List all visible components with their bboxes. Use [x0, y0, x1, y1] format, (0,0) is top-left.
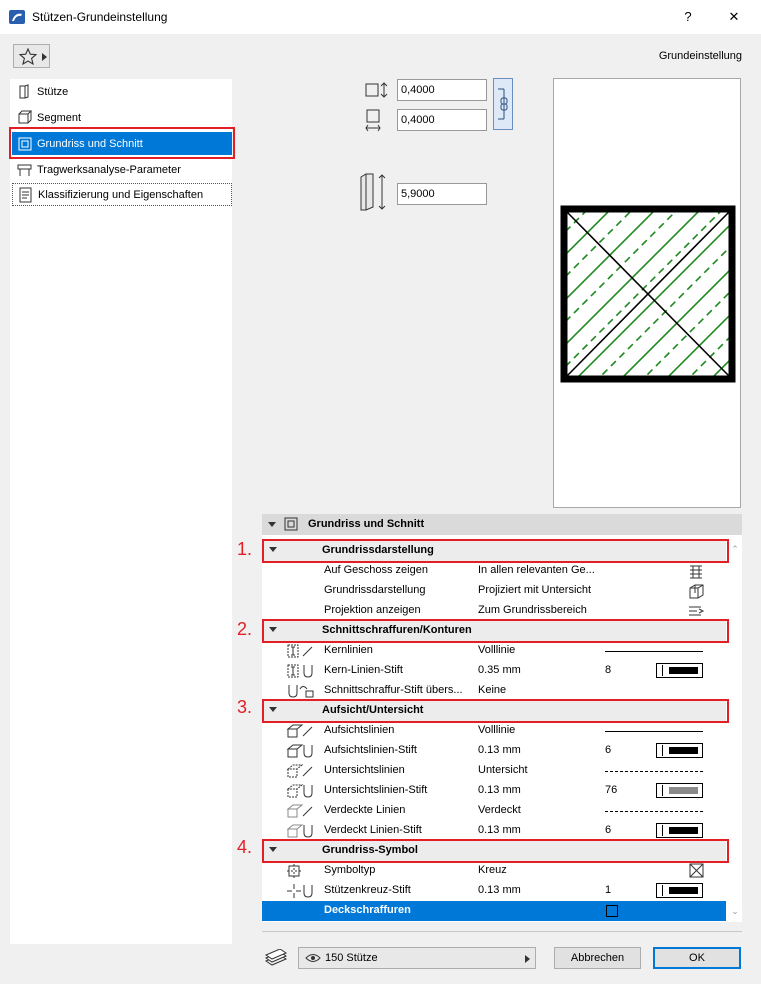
height-dimension-icon — [358, 172, 390, 212]
close-button[interactable]: ✕ — [728, 9, 740, 24]
property-value[interactable]: 0.13 mm — [478, 784, 521, 796]
archicad-app-icon — [9, 10, 25, 24]
annotation-box-1 — [262, 539, 729, 563]
property-value[interactable]: 0.35 mm — [478, 664, 521, 676]
property-value[interactable]: Kreuz — [478, 864, 507, 876]
property-value[interactable]: Volllinie — [478, 644, 516, 656]
table-row[interactable] — [262, 561, 726, 581]
annotation-box-3 — [262, 699, 729, 723]
line-type-sample — [605, 771, 703, 772]
plan-display-icon — [687, 583, 707, 599]
height-input[interactable]: 5,9000 — [397, 183, 487, 205]
property-name: Verdeckt Linien-Stift — [324, 824, 422, 836]
table-row[interactable] — [262, 781, 726, 801]
property-name: Untersichtslinien-Stift — [324, 784, 428, 796]
favorites-button[interactable] — [13, 44, 50, 68]
nav-item-label: Stütze — [37, 85, 69, 98]
classification-icon — [18, 187, 34, 203]
annotation-number-3: 3. — [237, 697, 253, 717]
nav-item-label: Segment — [37, 111, 82, 124]
chevron-right-icon — [42, 53, 47, 61]
star-icon — [19, 48, 37, 65]
table-row-selected[interactable] — [262, 901, 726, 921]
line-type-sample — [605, 651, 703, 652]
property-name: Symboltyp — [324, 864, 376, 876]
annotation-box-4 — [262, 839, 729, 863]
overhead-pen-icon — [286, 743, 316, 759]
property-name: Aufsichtslinien-Stift — [324, 744, 417, 756]
layer-name: 150 Stütze — [325, 952, 378, 964]
core-pen-icon — [286, 663, 316, 679]
projection-icon — [687, 603, 707, 619]
pen-sample — [656, 883, 703, 898]
property-value[interactable]: Volllinie — [478, 724, 516, 736]
property-list — [262, 535, 742, 922]
collapse-triangle-icon — [268, 522, 276, 527]
property-value[interactable]: Zum Grundrissbereich — [478, 604, 587, 616]
help-button[interactable]: ? — [684, 9, 692, 24]
group-title: Aufsicht/Untersicht — [322, 704, 424, 716]
pen-number[interactable]: 1 — [605, 884, 612, 896]
window-title: Stützen-Grundeinstellung — [32, 10, 168, 24]
uncut-line-icon — [286, 763, 316, 779]
table-row[interactable] — [262, 801, 726, 821]
property-value[interactable]: Verdeckt — [478, 804, 521, 816]
footer-separator — [262, 931, 742, 932]
structural-analysis-icon — [17, 162, 33, 178]
property-name: Auf Geschoss zeigen — [324, 564, 428, 576]
nav-item-segment[interactable] — [12, 106, 232, 129]
width-dimension-icon — [364, 80, 390, 100]
annotation-highlight-nav — [9, 127, 235, 159]
table-row[interactable] — [262, 581, 726, 601]
property-value[interactable]: Projiziert mit Untersicht — [478, 584, 592, 596]
pen-sample — [656, 783, 703, 798]
settings-nav-panel — [10, 79, 232, 944]
annotation-number-2: 2. — [237, 619, 253, 639]
eye-icon — [305, 953, 321, 963]
table-row[interactable] — [262, 641, 726, 661]
group-title: Grundrissdarstellung — [322, 544, 434, 556]
floor-plan-section-icon — [284, 517, 298, 531]
depth-input[interactable]: 0,4000 — [397, 109, 487, 131]
table-row[interactable] — [262, 601, 726, 621]
cross-symbol-icon — [687, 863, 707, 879]
scroll-up-arrow[interactable]: ⌃ — [731, 544, 739, 554]
story-display-icon — [687, 563, 707, 579]
property-name: Schnittschraffur-Stift übers... — [324, 684, 463, 696]
property-value[interactable]: 0.13 mm — [478, 824, 521, 836]
nav-item-label: Klassifizierung und Eigenschaften — [38, 188, 204, 201]
property-name: Stützenkreuz-Stift — [324, 884, 411, 896]
property-name: Grundrissdarstellung — [324, 584, 426, 596]
layer-select[interactable] — [298, 947, 536, 969]
preview-window — [553, 78, 741, 508]
table-row[interactable] — [262, 681, 726, 701]
chevron-right-icon — [525, 955, 530, 963]
pen-sample — [656, 743, 703, 758]
table-row[interactable] — [262, 861, 726, 881]
pen-number[interactable]: 76 — [605, 784, 618, 796]
ok-button[interactable]: OK — [653, 947, 741, 969]
table-row[interactable] — [262, 761, 726, 781]
segment-icon — [17, 110, 33, 126]
property-value[interactable]: Keine — [478, 684, 507, 696]
overhead-line-icon — [286, 723, 316, 739]
pen-number[interactable]: 6 — [605, 744, 612, 756]
line-type-sample — [605, 731, 703, 732]
table-row[interactable] — [262, 741, 726, 761]
symbol-type-icon — [286, 863, 316, 879]
property-value[interactable]: 0.13 mm — [478, 744, 521, 756]
property-name: Kern-Linien-Stift — [324, 664, 403, 676]
width-input[interactable]: 0,4000 — [397, 79, 487, 101]
property-name: Kernlinien — [324, 644, 373, 656]
depth-dimension-icon — [364, 108, 390, 132]
hidden-line-icon — [286, 803, 316, 819]
nav-item-label: Grundriss und Schnitt — [37, 137, 143, 150]
chain-link-icon — [496, 87, 510, 121]
link-dimensions-toggle[interactable] — [493, 78, 513, 130]
panel-header[interactable] — [262, 514, 742, 535]
layers-icon — [263, 949, 289, 967]
hidden-pen-icon — [286, 823, 316, 839]
nav-item-klassifizierung[interactable] — [12, 183, 232, 206]
table-row[interactable] — [262, 821, 726, 841]
annotation-number-1: 1. — [237, 539, 253, 559]
group-title: Schnittschraffuren/Konturen — [322, 624, 472, 636]
panel-title: Grundriss und Schnitt — [308, 518, 425, 530]
uncut-pen-icon — [286, 783, 316, 799]
fill-pen-override-icon — [286, 683, 316, 699]
group-title: Grundriss-Symbol — [322, 844, 418, 856]
cross-pen-icon — [286, 883, 316, 899]
scroll-down-arrow[interactable]: ⌄ — [731, 906, 739, 916]
column-icon — [17, 84, 33, 100]
property-name: Untersichtslinien — [324, 764, 405, 776]
pen-number[interactable]: 8 — [605, 664, 612, 676]
property-name: Deckschraffuren — [324, 904, 411, 916]
property-name: Verdeckte Linien — [324, 804, 406, 816]
property-name: Aufsichtslinien — [324, 724, 395, 736]
nav-item-stuetze[interactable] — [12, 80, 232, 103]
cancel-button[interactable]: Abbrechen — [554, 947, 641, 969]
nav-item-tragwerksanalyse[interactable] — [12, 158, 232, 181]
annotation-box-2 — [262, 619, 729, 643]
pen-number[interactable]: 6 — [605, 824, 612, 836]
mode-label: Grundeinstellung — [658, 50, 742, 62]
table-row[interactable] — [262, 661, 726, 681]
property-name: Projektion anzeigen — [324, 604, 421, 616]
pen-sample — [656, 663, 703, 678]
property-value[interactable]: In allen relevanten Ge... — [478, 564, 595, 576]
cover-fill-checkbox[interactable] — [606, 905, 618, 917]
line-type-sample — [605, 811, 703, 812]
pen-sample — [656, 823, 703, 838]
annotation-number-4: 4. — [237, 837, 253, 857]
property-value[interactable]: Untersicht — [478, 764, 528, 776]
property-value[interactable]: 0.13 mm — [478, 884, 521, 896]
core-line-icon — [286, 643, 316, 659]
table-row[interactable] — [262, 721, 726, 741]
table-row[interactable] — [262, 881, 726, 901]
column-plan-preview — [560, 205, 736, 383]
nav-item-label: Tragwerksanalyse-Parameter — [37, 163, 181, 176]
